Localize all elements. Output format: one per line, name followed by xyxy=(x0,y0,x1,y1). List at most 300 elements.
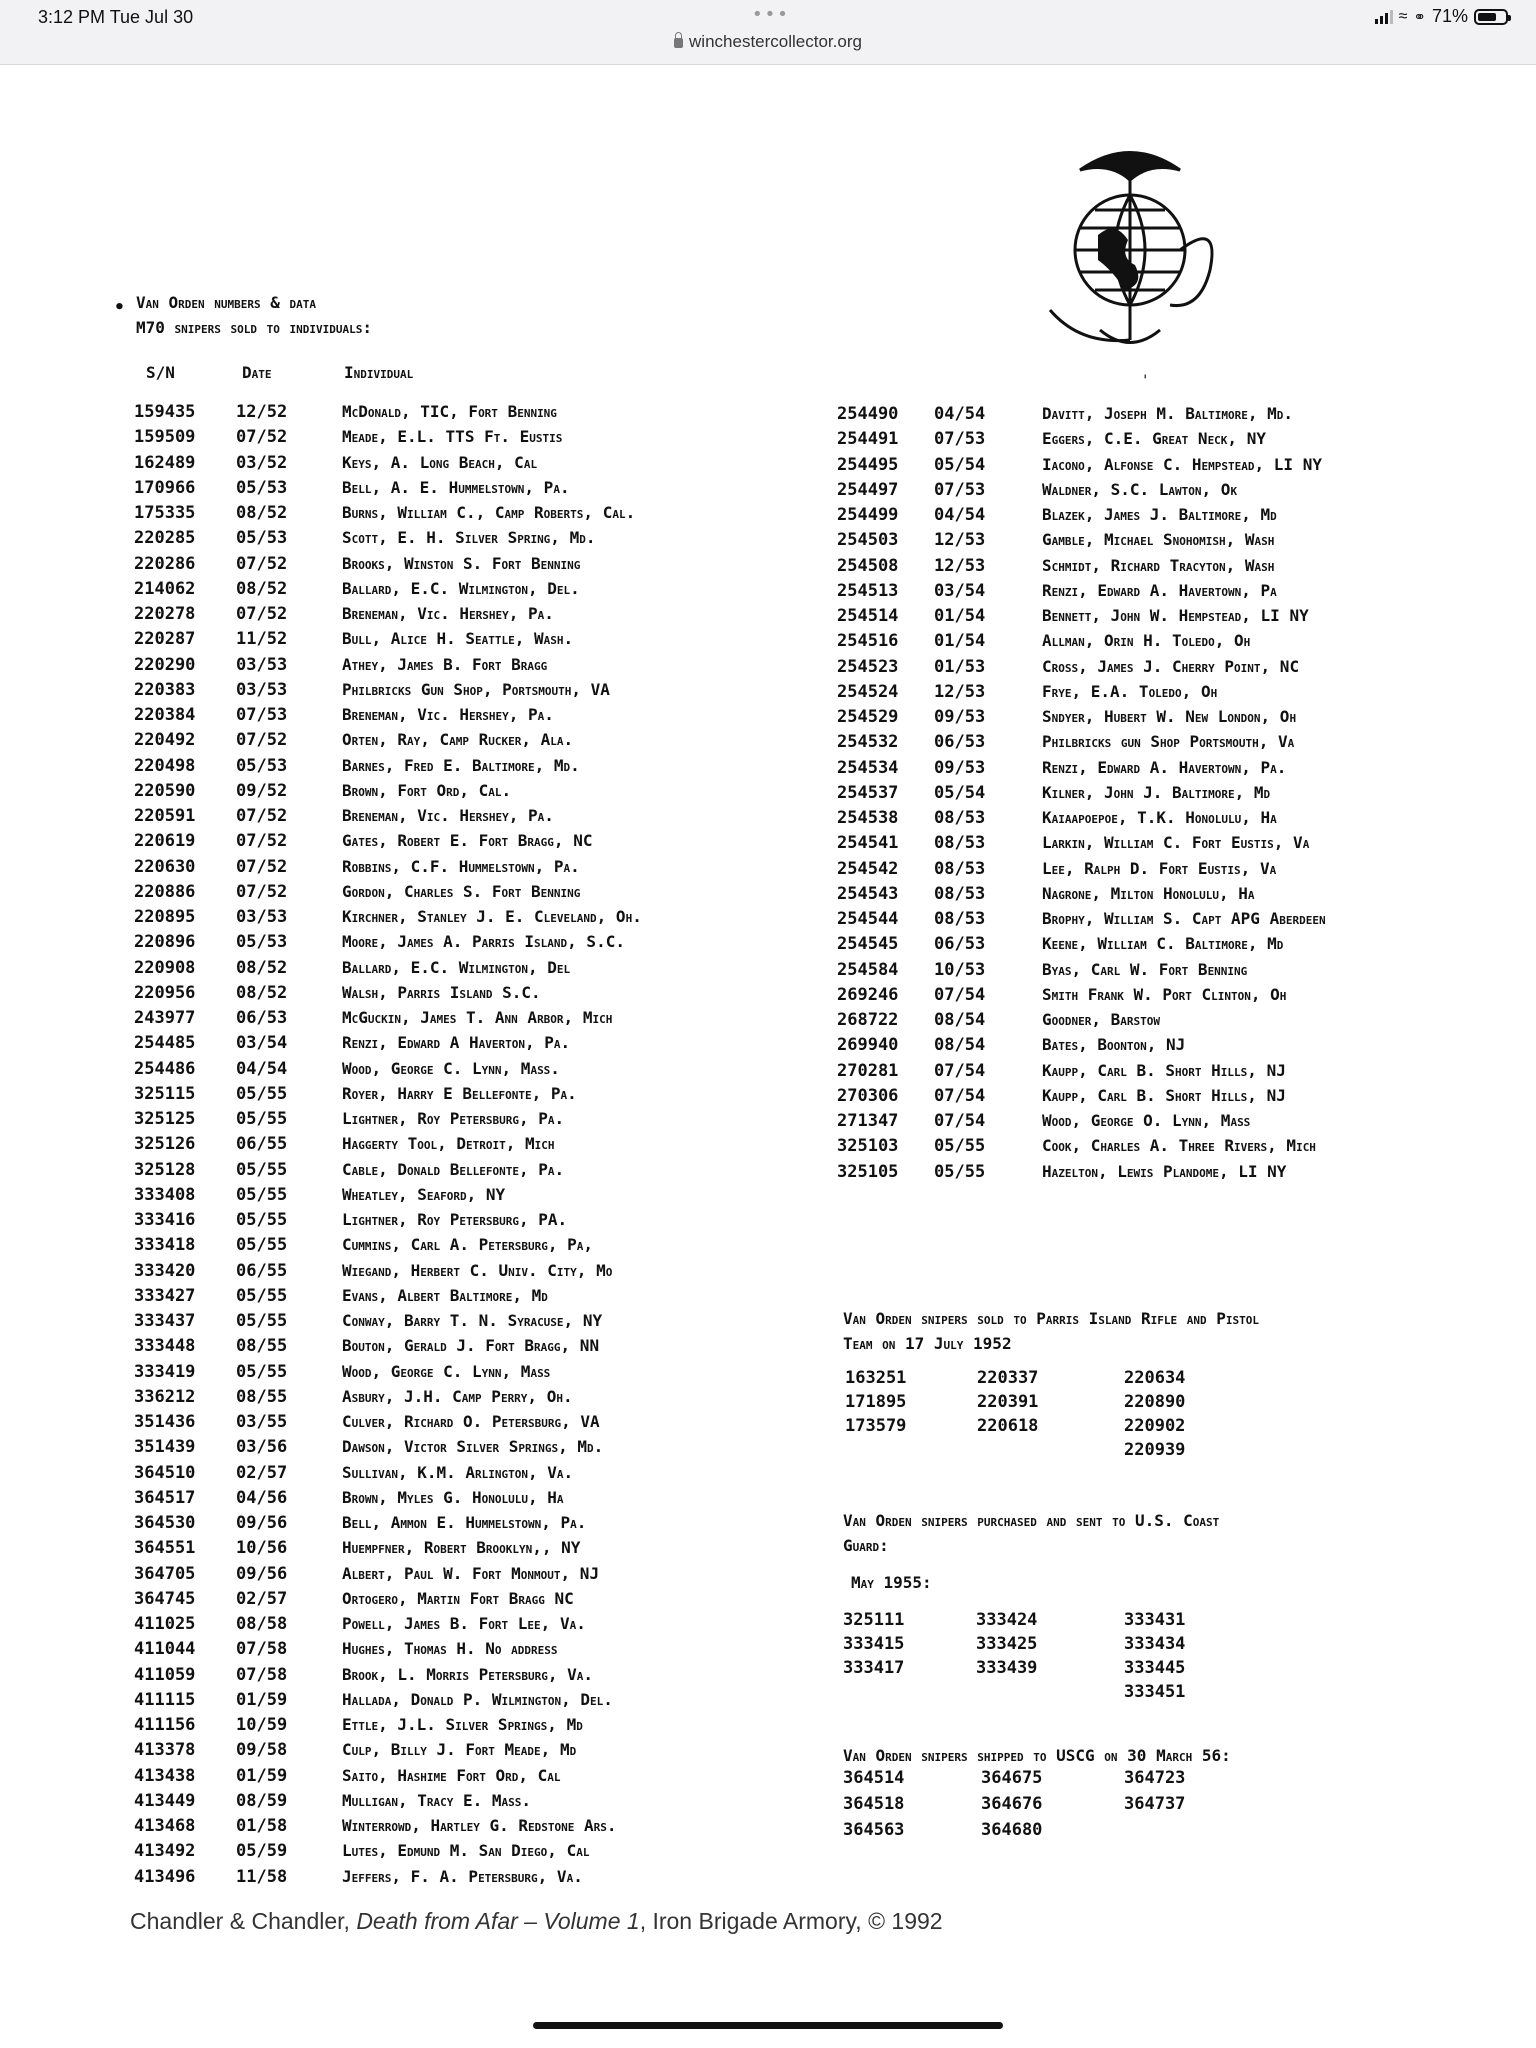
purchaser: Bennett, John W. Hempstead, LI NY xyxy=(1042,606,1309,625)
purchaser: Bell, Ammon E. Hummelstown, Pa. xyxy=(342,1513,587,1532)
sale-date: 05/55 xyxy=(236,1109,288,1129)
serial-number: 254537 xyxy=(837,782,899,803)
purchaser: Hughes, Thomas H. No address xyxy=(342,1639,558,1659)
purchaser: Walsh, Parris Island S.C. xyxy=(342,982,541,1002)
serial-number: 254538 xyxy=(837,808,899,828)
purchaser: Albert, Paul W. Fort Monmout, NJ xyxy=(342,1563,600,1583)
sale-date: 05/55 xyxy=(236,1235,288,1256)
purchaser: Bull, Alice H. Seattle, Wash. xyxy=(342,629,574,649)
purchaser: Cross, James J. Cherry Point, NC xyxy=(1042,656,1300,676)
sale-date: 08/52 xyxy=(236,503,288,523)
sale-date: 01/53 xyxy=(934,656,986,677)
serial-number: 333439 xyxy=(976,1658,1038,1678)
serial-number: 254508 xyxy=(837,555,899,576)
sale-date: 05/55 xyxy=(236,1361,288,1382)
serial-number: 220383 xyxy=(134,679,196,700)
serial-number: 220384 xyxy=(134,705,196,725)
serial-number: 254503 xyxy=(837,530,899,551)
sale-date: 05/55 xyxy=(934,1136,986,1157)
signal-icon xyxy=(1375,10,1393,24)
sale-date: 05/55 xyxy=(934,1161,986,1182)
serial-number: 254584 xyxy=(837,959,899,980)
purchaser: Breneman, Vic. Hershey, Pa. xyxy=(342,806,554,825)
sale-date: 04/54 xyxy=(934,404,986,424)
sale-date: 08/53 xyxy=(934,858,986,879)
purchaser: Cummins, Carl A. Petersburg, Pa, xyxy=(342,1235,594,1255)
serial-number: 162489 xyxy=(134,452,196,473)
serial-number: 333415 xyxy=(843,1634,905,1654)
serial-number: 220939 xyxy=(1124,1440,1186,1460)
purchaser: Renzi, Edward A. Havertown, Pa. xyxy=(1042,757,1287,777)
sale-date: 05/55 xyxy=(236,1210,288,1230)
sale-date: 01/59 xyxy=(236,1689,288,1710)
serial-number: 254524 xyxy=(837,681,899,702)
serial-number: 254543 xyxy=(837,883,899,904)
sale-date: 12/53 xyxy=(934,681,986,702)
serial-number: 364705 xyxy=(134,1563,196,1584)
purchaser: Lightner, Roy Petersburg, Pa. xyxy=(342,1109,565,1128)
sale-date: 08/52 xyxy=(236,957,288,978)
serial-number: 254542 xyxy=(837,858,899,879)
sale-date: 07/52 xyxy=(236,730,288,751)
serial-number: 254534 xyxy=(837,757,899,778)
serial-number: 220337 xyxy=(977,1368,1039,1388)
serial-number: 220895 xyxy=(134,907,196,927)
purchaser: Huempfner, Robert Brooklyn,, NY xyxy=(342,1538,581,1558)
purchaser: Brown, Myles G. Honolulu, Ha xyxy=(342,1487,564,1507)
sale-date: 07/58 xyxy=(236,1664,288,1685)
serial-number: 364563 xyxy=(843,1820,905,1840)
status-time: 3:12 PM Tue Jul 30 xyxy=(38,7,194,27)
sale-date: 10/59 xyxy=(236,1715,288,1735)
sale-date: 12/53 xyxy=(934,555,986,576)
sale-date: 07/52 xyxy=(236,881,288,902)
purchaser: Nagrone, Milton Honolulu, Ha xyxy=(1042,883,1255,903)
sale-date: 01/58 xyxy=(236,1816,288,1836)
purchaser: Conway, Barry T. N. Syracuse, NY xyxy=(342,1311,603,1330)
purchaser: Bates, Boonton, NJ xyxy=(1042,1035,1186,1055)
coast-guard-heading-line-3: May 1955: xyxy=(851,1573,932,1592)
serial-number: 325125 xyxy=(134,1109,196,1129)
serial-number: 270281 xyxy=(837,1060,899,1081)
tick-mark: ' xyxy=(1141,373,1150,389)
usmc-emblem-icon xyxy=(1020,140,1240,350)
purchaser: Sndyer, Hubert W. New London, Oh xyxy=(1042,707,1297,726)
serial-number: 333431 xyxy=(1124,1610,1186,1630)
purchaser: Breneman, Vic. Hershey, Pa. xyxy=(342,705,554,724)
sale-date: 05/55 xyxy=(236,1083,288,1104)
sale-date: 01/54 xyxy=(934,631,986,652)
sale-date: 05/55 xyxy=(236,1285,288,1306)
purchaser: Schmidt, Richard Tracyton, Wash xyxy=(1042,555,1275,575)
purchaser: Culp, Billy J. Fort Meade, Md xyxy=(342,1740,577,1760)
purchaser: Kaupp, Carl B. Short Hills, NJ xyxy=(1042,1085,1286,1105)
serial-number: 325111 xyxy=(843,1610,905,1630)
sale-date: 05/53 xyxy=(236,932,288,953)
serial-number: 254532 xyxy=(837,732,899,753)
serial-number: 270306 xyxy=(837,1085,899,1106)
uscg-section xyxy=(843,1743,1423,1768)
purchaser: Asbury, J.H. Camp Perry, Oh. xyxy=(342,1386,573,1406)
more-dots-icon[interactable]: ••• xyxy=(752,4,790,25)
serial-number: 333425 xyxy=(976,1634,1038,1654)
sale-date: 07/52 xyxy=(236,427,288,448)
serial-number: 220890 xyxy=(1124,1392,1186,1412)
purchaser: Royer, Harry E Bellefonte, Pa. xyxy=(342,1083,577,1103)
purchaser: Cook, Charles A. Three Rivers, Mich xyxy=(1042,1136,1316,1156)
purchaser: Barnes, Fred E. Baltimore, Md. xyxy=(342,755,580,775)
sale-date: 05/55 xyxy=(236,1159,288,1180)
serial-number: 220391 xyxy=(977,1392,1039,1412)
serial-number: 413378 xyxy=(134,1740,196,1761)
serial-number: 220886 xyxy=(134,881,196,902)
serial-number: 411044 xyxy=(134,1639,196,1660)
serial-number: 364680 xyxy=(981,1820,1043,1840)
sale-date: 09/53 xyxy=(934,757,986,778)
serial-number: 254485 xyxy=(134,1033,196,1054)
serial-number: 220278 xyxy=(134,604,196,624)
purchaser: Lutes, Edmund M. San Diego, Cal xyxy=(342,1841,590,1861)
purchaser: Ballard, E.C. Wilmington, Del. xyxy=(342,578,580,598)
purchaser: Hallada, Donald P. Wilmington, Del. xyxy=(342,1689,613,1709)
sale-date: 08/53 xyxy=(934,808,986,828)
sale-date: 07/52 xyxy=(236,856,288,877)
serial-number: 325126 xyxy=(134,1134,196,1155)
sale-date: 03/52 xyxy=(236,452,288,473)
serial-number: 173579 xyxy=(845,1416,907,1436)
serial-number: 351436 xyxy=(134,1412,196,1432)
purchaser: Evans, Albert Baltimore, Md xyxy=(342,1285,548,1305)
purchaser: Breneman, Vic. Hershey, Pa. xyxy=(342,604,554,623)
purchaser: Wood, George C. Lynn, Mass. xyxy=(342,1058,560,1078)
serial-number: 333445 xyxy=(1124,1658,1186,1678)
sale-date: 07/53 xyxy=(934,479,986,500)
sale-date: 08/54 xyxy=(934,1010,986,1030)
sale-date: 11/58 xyxy=(236,1866,288,1887)
serial-number: 325128 xyxy=(134,1159,196,1180)
sale-date: 09/56 xyxy=(236,1563,288,1584)
serial-number: 333419 xyxy=(134,1361,196,1382)
coast-guard-heading-line-2: Guard: xyxy=(843,1536,889,1555)
serial-number: 333434 xyxy=(1124,1634,1186,1654)
purchaser: Lightner, Roy Petersburg, PA. xyxy=(342,1210,568,1229)
sale-date: 05/53 xyxy=(236,755,288,776)
serial-number: 254497 xyxy=(837,479,899,500)
serial-number: 413438 xyxy=(134,1765,196,1786)
sale-date: 07/54 xyxy=(934,1060,986,1081)
purchaser: Wiegand, Herbert C. Univ. City, Mo xyxy=(342,1260,613,1280)
purchaser: Brown, Fort Ord, Cal. xyxy=(342,780,512,800)
sale-date: 07/52 xyxy=(236,831,288,852)
sale-date: 06/55 xyxy=(236,1134,288,1155)
serial-number: 175335 xyxy=(134,503,196,523)
serial-number: 214062 xyxy=(134,578,196,599)
purchaser: McGuckin, James T. Ann Arbor, Mich xyxy=(342,1008,613,1027)
sale-date: 07/54 xyxy=(934,984,986,1005)
purchaser: Cable, Donald Bellefonte, Pa. xyxy=(342,1159,565,1179)
serial-number: 220492 xyxy=(134,730,196,751)
uscg-heading: Van Orden snipers shipped to USCG on 30 March 56: xyxy=(843,1746,1231,1765)
sale-date: 02/57 xyxy=(236,1462,288,1483)
serial-number: 254545 xyxy=(837,934,899,955)
serial-number: 333451 xyxy=(1124,1682,1186,1702)
sale-date: 04/54 xyxy=(934,505,986,525)
serial-number: 364745 xyxy=(134,1588,196,1609)
sale-date: 09/58 xyxy=(236,1740,288,1761)
purchaser: Sullivan, K.M. Arlington, Va. xyxy=(342,1462,574,1482)
purchaser: Gamble, Michael Snohomish, Wash xyxy=(1042,530,1275,550)
sale-date: 03/54 xyxy=(934,580,986,601)
purchaser: Kilner, John J. Baltimore, Md xyxy=(1042,782,1271,802)
sale-date: 08/55 xyxy=(236,1386,288,1407)
serial-number: 364675 xyxy=(981,1768,1043,1788)
sale-date: 01/54 xyxy=(934,606,986,626)
serial-number: 333420 xyxy=(134,1260,196,1281)
purchaser: Keys, A. Long Beach, Cal xyxy=(342,452,538,472)
serial-number: 333408 xyxy=(134,1184,196,1205)
purchaser: Brophy, William S. Capt APG Aberdeen xyxy=(1042,909,1326,928)
serial-number: 325105 xyxy=(837,1161,899,1182)
parris-island-section xyxy=(843,1306,1423,1356)
sale-date: 06/53 xyxy=(934,934,986,955)
sale-date: 04/56 xyxy=(236,1487,288,1508)
serial-number: 325115 xyxy=(134,1083,196,1104)
purchaser: Allman, Orin H. Toledo, Oh xyxy=(1042,631,1251,651)
serial-number: 220902 xyxy=(1124,1416,1186,1436)
serial-number: 333448 xyxy=(134,1336,196,1357)
serial-number: 364514 xyxy=(843,1768,905,1788)
purchaser: Wheatley, Seaford, NY xyxy=(342,1184,506,1204)
purchaser: Eggers, C.E. Great Neck, NY xyxy=(1042,429,1266,449)
wifi-icon: ≈ xyxy=(1398,7,1408,25)
purchaser: Ballard, E.C. Wilmington, Del xyxy=(342,957,571,977)
heading-line-2: M70 snipers sold to individuals: xyxy=(136,318,373,337)
serial-number: 159435 xyxy=(134,402,196,422)
purchaser: Scott, E. H. Silver Spring, Md. xyxy=(342,528,596,548)
purchaser: Ettle, J.L. Silver Springs, Md xyxy=(342,1715,583,1734)
serial-number: 254486 xyxy=(134,1058,196,1079)
serial-number: 333427 xyxy=(134,1285,196,1306)
purchaser: Philbricks Gun Shop, Portsmouth, VA xyxy=(342,679,610,699)
serial-number: 220287 xyxy=(134,629,196,650)
purchaser: Brook, L. Morris Petersburg, Va. xyxy=(342,1664,594,1684)
purchaser: Waldner, S.C. Lawton, Ok xyxy=(1042,479,1238,499)
serial-number: 333418 xyxy=(134,1235,196,1256)
serial-number: 220290 xyxy=(134,654,196,675)
purchaser: Lee, Ralph D. Fort Eustis, Va xyxy=(1042,858,1277,878)
purchaser: Larkin, William C. Fort Eustis, Va xyxy=(1042,833,1310,853)
sale-date: 09/56 xyxy=(236,1513,288,1533)
serial-number: 254499 xyxy=(837,505,899,525)
serial-number: 413492 xyxy=(134,1841,196,1862)
serial-number: 254490 xyxy=(837,404,899,424)
column-header-date: Date xyxy=(242,363,272,382)
sale-date: 07/54 xyxy=(934,1085,986,1106)
sale-date: 07/54 xyxy=(934,1111,986,1131)
url-text[interactable]: winchestercollector.org xyxy=(689,32,862,51)
serial-number: 364510 xyxy=(134,1462,196,1483)
serial-number: 411059 xyxy=(134,1664,196,1685)
battery-icon xyxy=(1474,9,1508,25)
serial-number: 411156 xyxy=(134,1715,196,1735)
serial-number: 254529 xyxy=(837,707,899,727)
serial-number: 364517 xyxy=(134,1487,196,1508)
sale-date: 01/59 xyxy=(236,1765,288,1786)
serial-number: 364551 xyxy=(134,1538,196,1559)
serial-number: 333417 xyxy=(843,1658,905,1678)
purchaser: Hazelton, Lewis Plandome, LI NY xyxy=(1042,1161,1287,1181)
purchaser: Saito, Hashime Fort Ord, Cal xyxy=(342,1765,561,1785)
serial-number: 271347 xyxy=(837,1111,899,1131)
purchaser: Burns, William C., Camp Roberts, Cal. xyxy=(342,503,636,522)
purchaser: Ortogero, Martin Fort Bragg NC xyxy=(342,1588,574,1608)
serial-number: 220619 xyxy=(134,831,196,852)
caption-publisher: , Iron Brigade Armory, © 1992 xyxy=(639,1908,943,1934)
coast-guard-section xyxy=(843,1508,1423,1595)
sale-date: 08/58 xyxy=(236,1614,288,1634)
purchaser: McDonald, TIC, Fort Benning xyxy=(342,402,557,421)
sale-date: 07/53 xyxy=(236,705,288,725)
sale-date: 07/52 xyxy=(236,553,288,574)
sale-date: 06/53 xyxy=(236,1008,288,1028)
serial-number: 254523 xyxy=(837,656,899,677)
sale-date: 08/53 xyxy=(934,883,986,904)
source-caption xyxy=(130,1908,943,1935)
purchaser: Winterrowd, Hartley G. Redstone Ars. xyxy=(342,1816,617,1835)
serial-number: 171895 xyxy=(845,1392,907,1412)
headphones-icon: ⚭ xyxy=(1413,8,1426,26)
sale-date: 04/54 xyxy=(236,1058,288,1079)
serial-number: 269940 xyxy=(837,1035,899,1056)
sale-date: 10/53 xyxy=(934,959,986,980)
sale-date: 09/52 xyxy=(236,780,288,801)
serial-number: 170966 xyxy=(134,477,196,498)
sale-date: 05/53 xyxy=(236,477,288,498)
serial-number: 351439 xyxy=(134,1437,196,1458)
address-bar[interactable] xyxy=(0,32,1536,52)
coast-guard-heading-line-1: Van Orden snipers purchased and sent to U.S. Coast xyxy=(843,1511,1220,1530)
sale-date: 07/53 xyxy=(934,429,986,450)
serial-number: 220634 xyxy=(1124,1368,1186,1388)
purchaser: Renzi, Edward A Haverton, Pa. xyxy=(342,1033,571,1053)
purchaser: Orten, Ray, Camp Rucker, Ala. xyxy=(342,730,574,750)
sale-date: 08/53 xyxy=(934,833,986,854)
purchaser: Mulligan, Tracy E. Mass. xyxy=(342,1790,532,1810)
serial-number: 333416 xyxy=(134,1210,196,1230)
sale-date: 08/53 xyxy=(934,909,986,929)
sale-date: 08/59 xyxy=(236,1790,288,1811)
purchaser: Culver, Richard O. Petersburg, VA xyxy=(342,1412,600,1431)
purchaser: Gordon, Charles S. Fort Benning xyxy=(342,881,581,901)
sale-date: 03/55 xyxy=(236,1412,288,1432)
serial-number: 220286 xyxy=(134,553,196,574)
serial-number: 220285 xyxy=(134,528,196,549)
serial-number: 254544 xyxy=(837,909,899,929)
serial-number: 254514 xyxy=(837,606,899,626)
purchaser: Keene, William C. Baltimore, Md xyxy=(1042,934,1284,954)
sale-date: 12/52 xyxy=(236,402,288,422)
caption-title: Death from Afar – Volume 1 xyxy=(356,1908,640,1934)
serial-number: 220630 xyxy=(134,856,196,877)
purchaser: Kaupp, Carl B. Short Hills, NJ xyxy=(1042,1060,1286,1080)
purchaser: Kirchner, Stanley J. E. Cleveland, Oh. xyxy=(342,907,642,926)
purchaser: Moore, James A. Parris Island, S.C. xyxy=(342,932,625,952)
caption-authors: Chandler & Chandler, xyxy=(130,1908,357,1934)
document-heading xyxy=(114,290,373,340)
sale-date: 07/52 xyxy=(236,806,288,826)
sale-date: 12/53 xyxy=(934,530,986,551)
serial-number: 220498 xyxy=(134,755,196,776)
purchaser: Kaiaapoepoe, T.K. Honolulu, Ha xyxy=(1042,808,1277,827)
parris-heading-line-1: Van Orden snipers sold to Parris Island Rifle and Pistol xyxy=(843,1309,1260,1328)
bullet-mark: • xyxy=(114,297,125,318)
lock-icon xyxy=(674,38,683,48)
serial-number: 254516 xyxy=(837,631,899,652)
sale-date: 05/53 xyxy=(236,528,288,549)
sale-date: 05/59 xyxy=(236,1841,288,1862)
home-indicator[interactable] xyxy=(533,2022,1003,2029)
serial-number: 333424 xyxy=(976,1610,1038,1630)
purchaser: Renzi, Edward A. Havertown, Pa xyxy=(1042,580,1277,600)
serial-number: 268722 xyxy=(837,1010,899,1030)
serial-number: 413468 xyxy=(134,1816,196,1836)
sale-date: 08/52 xyxy=(236,982,288,1003)
serial-number: 336212 xyxy=(134,1386,196,1407)
purchaser: Robbins, C.F. Hummelstown, Pa. xyxy=(342,856,580,876)
serial-number: 220618 xyxy=(977,1416,1039,1436)
purchaser: Goodner, Barstow xyxy=(1042,1010,1161,1029)
sale-date: 03/53 xyxy=(236,654,288,675)
purchaser: Wood, George C. Lynn, Mass xyxy=(342,1361,551,1381)
sale-date: 03/53 xyxy=(236,907,288,927)
purchaser: Gates, Robert E. Fort Bragg, NC xyxy=(342,831,593,851)
purchaser: Frye, E.A. Toledo, Oh xyxy=(1042,681,1218,701)
sale-date: 03/53 xyxy=(236,679,288,700)
serial-number: 163251 xyxy=(845,1368,907,1388)
sale-date: 08/52 xyxy=(236,578,288,599)
serial-number: 364518 xyxy=(843,1794,905,1814)
sale-date: 10/56 xyxy=(236,1538,288,1559)
column-header-sn: S/N xyxy=(146,363,175,382)
purchaser: Davitt, Joseph M. Baltimore, Md. xyxy=(1042,404,1294,423)
serial-number: 269246 xyxy=(837,984,899,1005)
purchaser: Bouton, Gerald J. Fort Bragg, NN xyxy=(342,1336,600,1356)
sale-date: 05/54 xyxy=(934,782,986,803)
purchaser: Jeffers, F. A. Petersburg, Va. xyxy=(342,1866,583,1886)
serial-number: 220908 xyxy=(134,957,196,978)
purchaser: Dawson, Victor Silver Springs, Md. xyxy=(342,1437,604,1457)
sale-date: 07/58 xyxy=(236,1639,288,1660)
battery-percent: 71% xyxy=(1431,6,1468,26)
serial-number: 159509 xyxy=(134,427,196,448)
sale-date: 07/52 xyxy=(236,604,288,624)
sale-date: 05/55 xyxy=(236,1311,288,1331)
serial-number: 254495 xyxy=(837,454,899,475)
parris-heading-line-2: Team on 17 July 1952 xyxy=(843,1334,1012,1353)
serial-number: 411115 xyxy=(134,1689,196,1710)
sale-date: 06/55 xyxy=(236,1260,288,1281)
sale-date: 08/55 xyxy=(236,1336,288,1357)
serial-number: 325103 xyxy=(837,1136,899,1157)
serial-number: 243977 xyxy=(134,1008,196,1028)
serial-number: 220956 xyxy=(134,982,196,1003)
sale-date: 02/57 xyxy=(236,1588,288,1609)
purchaser: Byas, Carl W. Fort Benning xyxy=(1042,959,1248,979)
sale-date: 03/54 xyxy=(236,1033,288,1054)
serial-number: 220896 xyxy=(134,932,196,953)
purchaser: Haggerty Tool, Detroit, Mich xyxy=(342,1134,555,1154)
purchaser: Blazek, James J. Baltimore, Md xyxy=(1042,505,1277,524)
